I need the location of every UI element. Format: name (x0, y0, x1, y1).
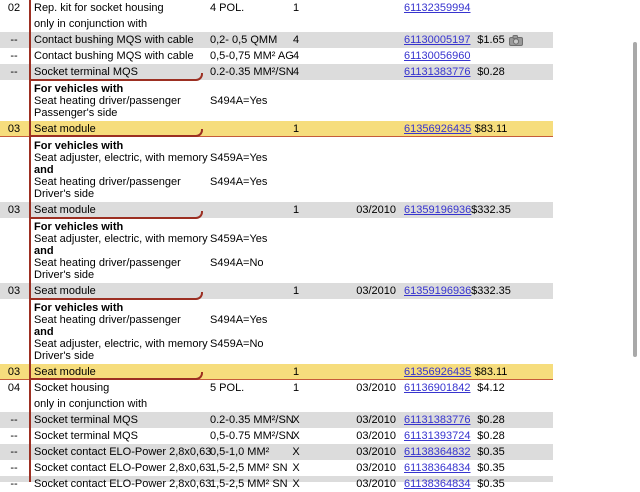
price-cell: $0.28 (477, 414, 505, 426)
spec-cell: 0,5-0.75 MM²/SN (210, 430, 294, 442)
part-row (0, 64, 553, 80)
item-number-cell: -- (10, 478, 18, 490)
quantity-cell: 4 (292, 34, 300, 46)
part-number-link[interactable]: 61132359994 (404, 2, 471, 14)
group-border-corner (29, 211, 203, 219)
note-text: only in conjunction with (34, 18, 148, 30)
condition-value: S494A=Yes (210, 314, 268, 326)
condition-text: Seat adjuster, electric, with memory (34, 152, 208, 164)
date-cell: 03/2010 (356, 462, 396, 474)
spec-cell: 4 POL. (210, 2, 245, 14)
part-row (0, 364, 553, 380)
part-row (0, 444, 553, 460)
spec-cell: 0.2-0.35 MM²/SN (210, 66, 294, 78)
item-number-cell: -- (10, 414, 18, 426)
condition-value: S459A=Yes (210, 233, 268, 245)
spec-cell: 0.2-0.35 MM²/SN (210, 414, 294, 426)
part-row (0, 476, 553, 490)
description-cell: Rep. kit for socket housing (34, 2, 164, 14)
condition-line (0, 221, 553, 233)
condition-text: Seat heating driver/passenger (34, 176, 181, 188)
description-cell: Contact bushing MQS with cable (34, 34, 194, 46)
spec-cell: 1,5-2,5 MM² SN (210, 478, 288, 490)
condition-text: For vehicles with (34, 140, 124, 152)
quantity-cell: X (292, 462, 300, 474)
price-cell: $4.12 (477, 382, 505, 394)
part-row (0, 380, 553, 396)
condition-text: For vehicles with (34, 221, 124, 233)
quantity-cell: 4 (292, 50, 300, 62)
spec-cell: 0,2- 0,5 QMM (210, 34, 278, 46)
description-cell: Seat module (34, 285, 96, 297)
description-cell: Socket housing (34, 382, 110, 394)
condition-value: S459A=No (210, 338, 264, 350)
condition-line (0, 314, 553, 326)
group-border-corner (29, 129, 203, 137)
quantity-cell: X (292, 414, 300, 426)
condition-line (0, 269, 553, 281)
price-cell: $0.35 (477, 478, 505, 490)
condition-line (0, 350, 553, 362)
spec-cell: 0,5-1,0 MM² (210, 446, 270, 458)
condition-text: Seat heating driver/passenger (34, 95, 181, 107)
quantity-cell: 1 (292, 2, 300, 14)
date-cell: 03/2010 (356, 382, 396, 394)
item-number-cell: -- (10, 34, 18, 46)
condition-text: Driver's side (34, 269, 95, 281)
description-cell: Socket contact ELO-Power 2,8x0,63 (34, 478, 212, 490)
condition-line (0, 257, 553, 269)
spec-cell: 1,5-2,5 MM² SN (210, 462, 288, 474)
quantity-cell: 1 (292, 123, 300, 135)
part-row (0, 48, 553, 64)
condition-text: and (34, 326, 54, 338)
condition-line (0, 302, 553, 314)
part-row (0, 202, 553, 218)
date-cell: 03/2010 (356, 478, 396, 490)
item-number-cell: 03 (7, 285, 21, 297)
condition-block (0, 137, 553, 202)
price-cell: $83.11 (474, 123, 508, 135)
date-cell: 03/2010 (356, 414, 396, 426)
condition-text: Passenger's side (34, 107, 118, 119)
camera-icon[interactable] (509, 35, 523, 46)
part-number-link[interactable]: 61131383776 (404, 66, 471, 78)
condition-text: Seat adjuster, electric, with memory (34, 233, 208, 245)
part-number-link[interactable]: 61138364834 (404, 462, 471, 474)
description-cell: Socket terminal MQS (34, 414, 138, 426)
quantity-cell: X (292, 446, 300, 458)
item-number-cell: -- (10, 66, 18, 78)
condition-value: S494A=Yes (210, 95, 268, 107)
group-border-corner (29, 372, 203, 380)
group-border-corner (29, 292, 203, 300)
condition-text: Driver's side (34, 350, 95, 362)
condition-block (0, 299, 553, 364)
condition-line (0, 107, 553, 119)
condition-value: S459A=Yes (210, 152, 268, 164)
condition-text: Seat heating driver/passenger (34, 257, 181, 269)
part-row (0, 283, 553, 299)
part-number-link[interactable]: 61356926435 (404, 366, 472, 378)
item-number-cell: 04 (7, 382, 21, 394)
part-row (0, 460, 553, 476)
quantity-cell: 1 (292, 382, 300, 394)
price-cell: $332.35 (471, 285, 511, 297)
condition-block (0, 80, 553, 121)
date-cell: 03/2010 (356, 285, 396, 297)
part-row (0, 428, 553, 444)
quantity-cell: 1 (292, 204, 300, 216)
part-number-link[interactable]: 61131393724 (404, 430, 471, 442)
part-number-link[interactable]: 61356926435 (404, 123, 472, 135)
part-number-link[interactable]: 61359196936 (404, 204, 472, 216)
part-row (0, 412, 553, 428)
condition-text: and (34, 245, 54, 257)
condition-line (0, 188, 553, 200)
condition-text: and (34, 164, 54, 176)
condition-line (0, 164, 553, 176)
description-cell: Socket contact ELO-Power 2,8x0,63 (34, 446, 212, 458)
condition-line (0, 95, 553, 107)
price-cell: $0.35 (477, 446, 505, 458)
condition-block (0, 218, 553, 283)
condition-line (0, 176, 553, 188)
price-cell: $332.35 (471, 204, 511, 216)
price-cell: $1.65 (477, 34, 505, 46)
condition-line (0, 338, 553, 350)
description-cell: Contact bushing MQS with cable (34, 50, 194, 62)
quantity-cell: 1 (292, 285, 300, 297)
part-number-link[interactable]: 61131383776 (404, 414, 471, 426)
condition-line (0, 83, 553, 95)
part-row (0, 121, 553, 137)
condition-value: S494A=No (210, 257, 264, 269)
date-cell: 03/2010 (356, 446, 396, 458)
condition-line (0, 233, 553, 245)
description-cell: Seat module (34, 204, 96, 216)
item-number-cell: -- (10, 430, 18, 442)
price-cell: $0.28 (477, 430, 505, 442)
group-border-corner (29, 73, 203, 81)
quantity-cell: X (292, 478, 300, 490)
note-row (0, 396, 553, 412)
description-cell: Seat module (34, 123, 96, 135)
condition-text: Seat heating driver/passenger (34, 314, 181, 326)
spec-cell: 5 POL. (210, 382, 245, 394)
part-row (0, 32, 553, 48)
item-number-cell: 03 (7, 366, 21, 378)
note-row (0, 16, 553, 32)
quantity-cell: 1 (292, 366, 300, 378)
description-cell: Socket terminal MQS (34, 430, 138, 442)
item-number-cell: -- (10, 50, 18, 62)
condition-text: Driver's side (34, 188, 95, 200)
item-number-cell: -- (10, 446, 18, 458)
condition-text: Seat adjuster, electric, with memory (34, 338, 208, 350)
spec-cell: 0,5-0,75 MM² AG (210, 50, 294, 62)
condition-line (0, 245, 553, 257)
part-number-link[interactable]: 61130056960 (404, 50, 471, 62)
date-cell: 03/2010 (356, 430, 396, 442)
quantity-cell: X (292, 430, 300, 442)
condition-line (0, 140, 553, 152)
item-number-cell: -- (10, 462, 18, 474)
item-number-cell: 03 (7, 204, 21, 216)
condition-line (0, 326, 553, 338)
date-cell: 03/2010 (356, 204, 396, 216)
part-number-link[interactable]: 61359196936 (404, 285, 472, 297)
part-number-link[interactable]: 61138364834 (404, 478, 471, 490)
description-cell: Socket terminal MQS (34, 66, 138, 78)
price-cell: $83.11 (474, 366, 508, 378)
price-cell: $0.35 (477, 462, 505, 474)
note-text: only in conjunction with (34, 398, 148, 410)
condition-text: For vehicles with (34, 83, 124, 95)
part-number-link[interactable]: 61130005197 (404, 34, 471, 46)
item-number-cell: 02 (7, 2, 21, 14)
condition-line (0, 152, 553, 164)
part-row (0, 0, 553, 16)
description-cell: Socket contact ELO-Power 2,8x0,63 (34, 462, 212, 474)
item-number-cell: 03 (7, 123, 21, 135)
scrollbar-thumb[interactable] (633, 42, 637, 357)
part-number-link[interactable]: 61138364832 (404, 446, 471, 458)
condition-text: For vehicles with (34, 302, 124, 314)
quantity-cell: 4 (292, 66, 300, 78)
condition-value: S494A=Yes (210, 176, 268, 188)
description-cell: Seat module (34, 366, 96, 378)
part-number-link[interactable]: 61136901842 (404, 382, 471, 394)
price-cell: $0.28 (477, 66, 505, 78)
